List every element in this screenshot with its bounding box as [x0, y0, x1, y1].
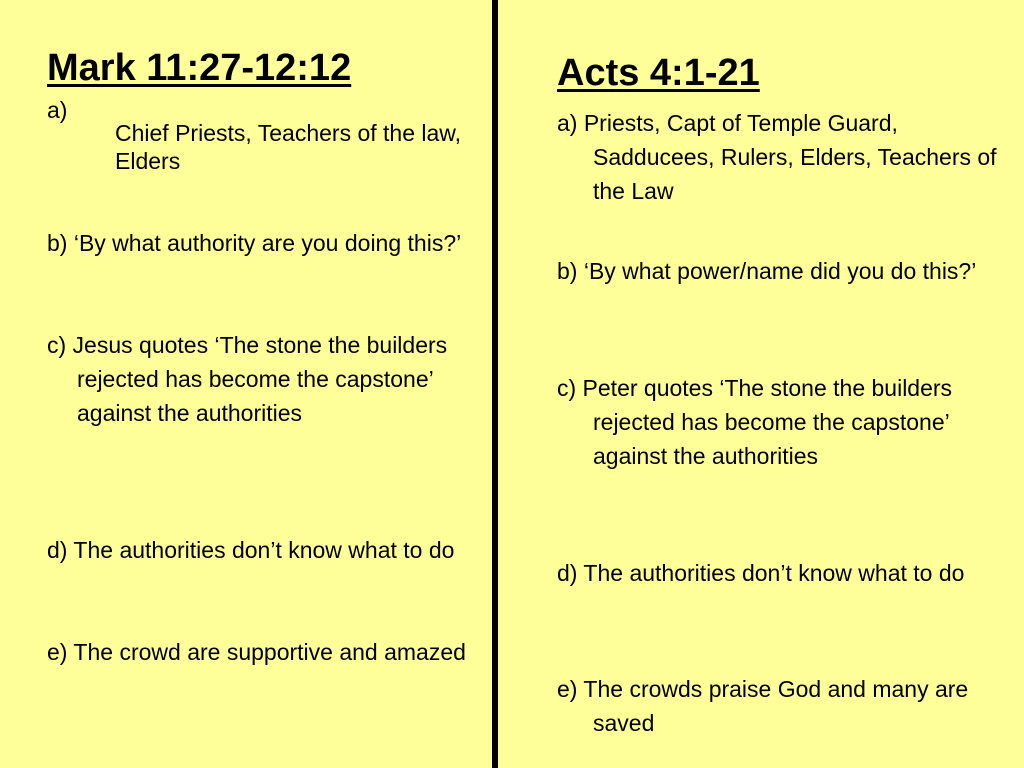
right-item-a: a) Priests, Capt of Temple Guard, Sadducees, Rulers, Elders, Teachers of the Law: [557, 110, 997, 204]
left-heading: Mark 11:27-12:12: [47, 47, 352, 89]
left-item-a: Chief Priests, Teachers of the law, Elders: [115, 120, 462, 174]
right-heading: Acts 4:1-21: [557, 52, 760, 94]
left-item-c: c) Jesus quotes ‘The stone the builders rejected has become the capstone’ against the authorities: [47, 332, 448, 426]
left-item-b: b) ‘By what authority are you doing this?’: [47, 230, 462, 256]
right-item-e: e) The crowds praise God and many are saved: [557, 676, 969, 736]
left-item-a-marker: a): [47, 97, 68, 123]
right-item-b: b) ‘By what power/name did you do this?’: [557, 258, 977, 284]
right-item-d: d) The authorities don’t know what to do: [557, 560, 965, 586]
right-item-c: c) Peter quotes ‘The stone the builders rejected has become the capstone’ against the authorities: [557, 375, 953, 469]
left-item-e: e) The crowd are supportive and amazed: [47, 639, 466, 665]
left-item-d: d) The authorities don’t know what to do: [47, 537, 455, 563]
